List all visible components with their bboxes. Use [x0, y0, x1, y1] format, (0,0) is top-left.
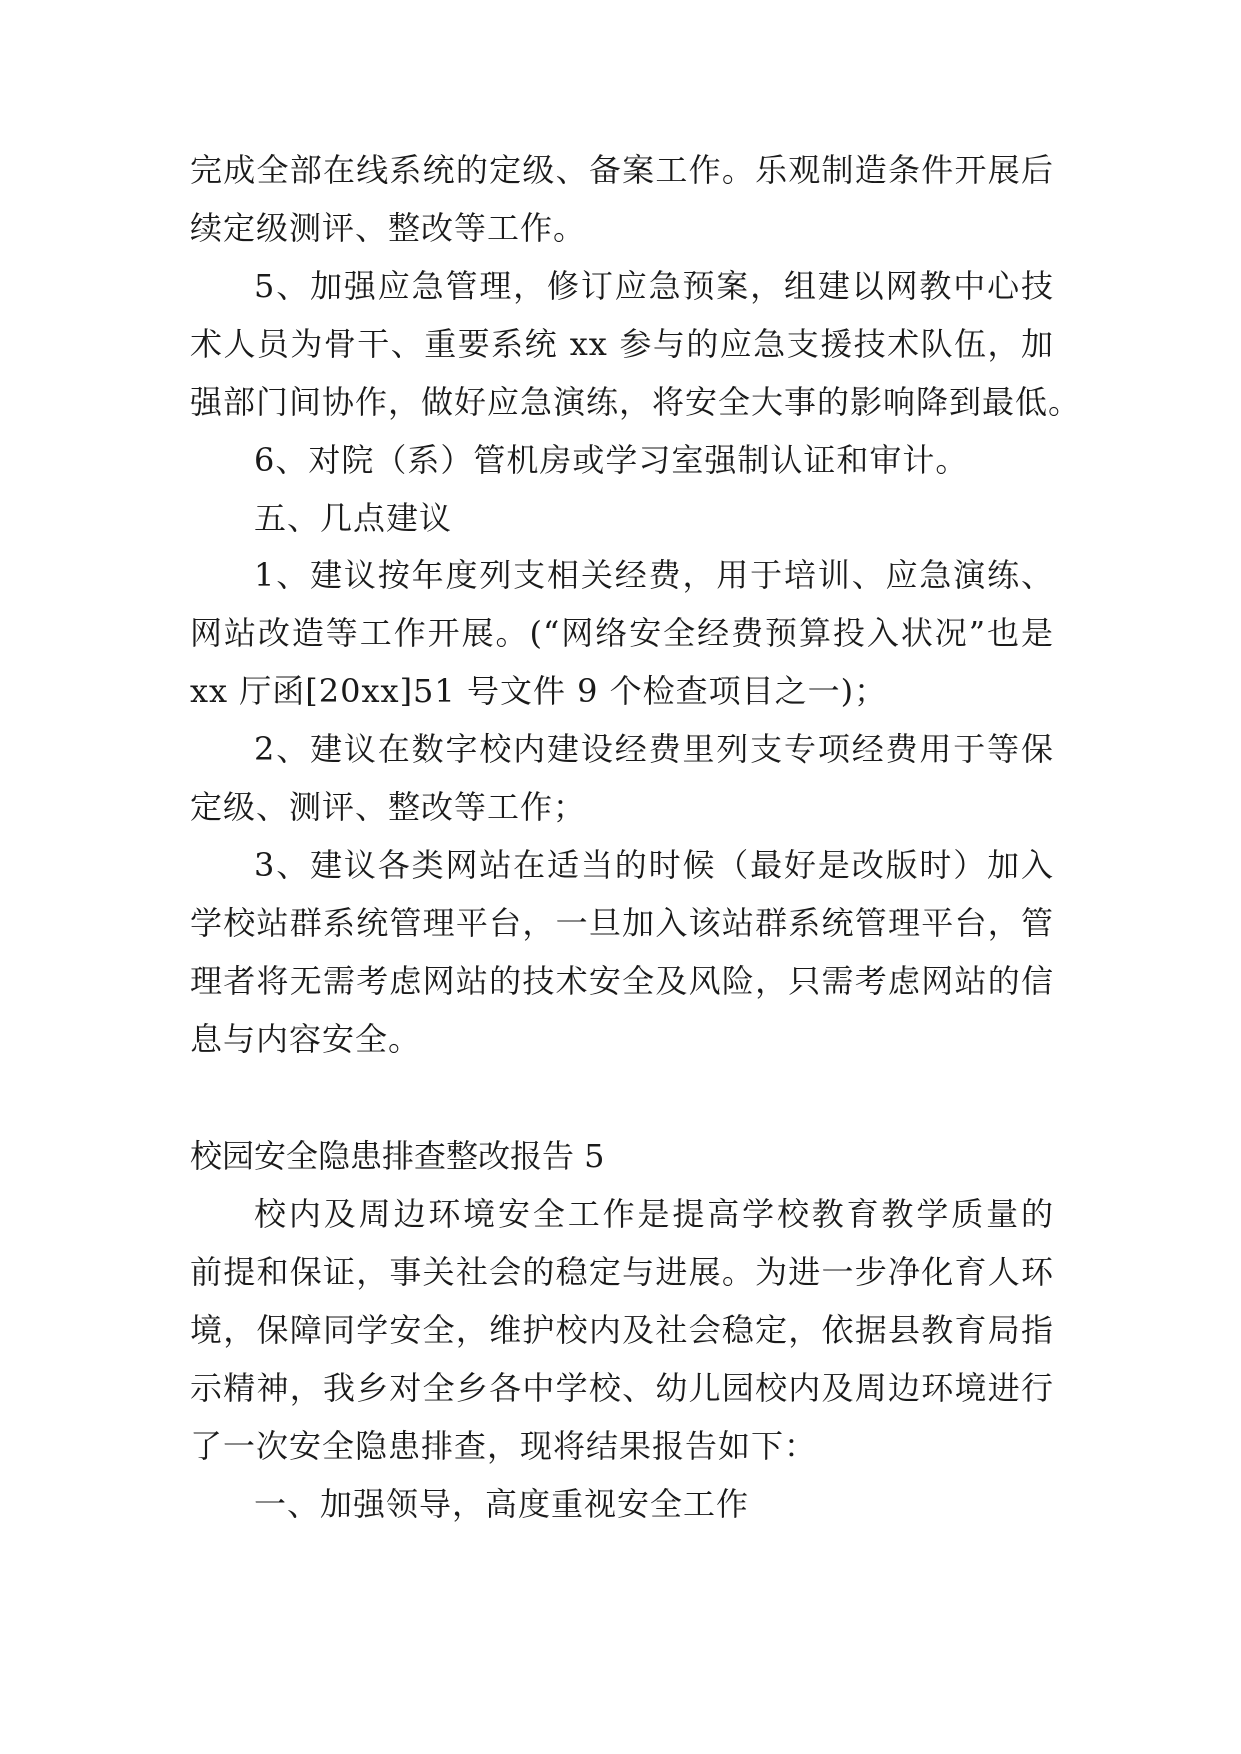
- text-line: 术人员为骨干、重要系统 xx 参与的应急支援技术队伍，加: [190, 325, 1054, 363]
- text-line: 示精神，我乡对全乡各中学校、幼儿园校内及周边环境进行: [190, 1369, 1054, 1407]
- text-line: 1、建议按年度列支相关经费，用于培训、应急演练、: [254, 556, 1054, 594]
- text-line: 网站改造等工作开展。(“网络安全经费预算投入状况”也是: [190, 614, 1054, 652]
- text-line: 5、加强应急管理，修订应急预案，组建以网教中心技: [254, 267, 1054, 305]
- text-line: 境，保障同学安全，维护校内及社会稳定，依据县教育局指: [190, 1311, 1054, 1349]
- text-line: 息与内容安全。: [190, 1020, 422, 1058]
- text-line: 学校站群系统管理平台，一旦加入该站群系统管理平台，管: [190, 904, 1054, 942]
- text-line: 2、建议在数字校内建设经费里列支专项经费用于等保: [254, 730, 1054, 768]
- text-line: 了一次安全隐患排查，现将结果报告如下：: [190, 1427, 818, 1465]
- text-line: 续定级测评、整改等工作。: [190, 209, 587, 247]
- report-title: 校园安全隐患排查整改报告 5: [190, 1137, 605, 1175]
- text-line: 定级、测评、整改等工作；: [190, 788, 587, 826]
- text-line: 3、建议各类网站在适当的时候（最好是改版时）加入: [254, 846, 1054, 884]
- section-heading: 一、加强领导，高度重视安全工作: [254, 1485, 750, 1523]
- text-line: 完成全部在线系统的定级、备案工作。乐观制造条件开展后: [190, 151, 1054, 189]
- text-line: 6、对院（系）管机房或学习室强制认证和审计。: [254, 441, 969, 479]
- section-heading: 五、几点建议: [254, 499, 453, 537]
- text-line: 强部门间协作，做好应急演练，将安全大事的影响降到最低。: [190, 383, 1082, 421]
- text-line: 前提和保证，事关社会的稳定与进展。为进一步净化育人环: [190, 1253, 1054, 1291]
- text-line: 校内及周边环境安全工作是提高学校教育教学质量的: [254, 1195, 1054, 1233]
- text-line: xx 厅函[20xx]51 号文件 9 个检查项目之一)；: [190, 672, 888, 710]
- text-line: 理者将无需考虑网站的技术安全及风险，只需考虑网站的信: [190, 962, 1054, 1000]
